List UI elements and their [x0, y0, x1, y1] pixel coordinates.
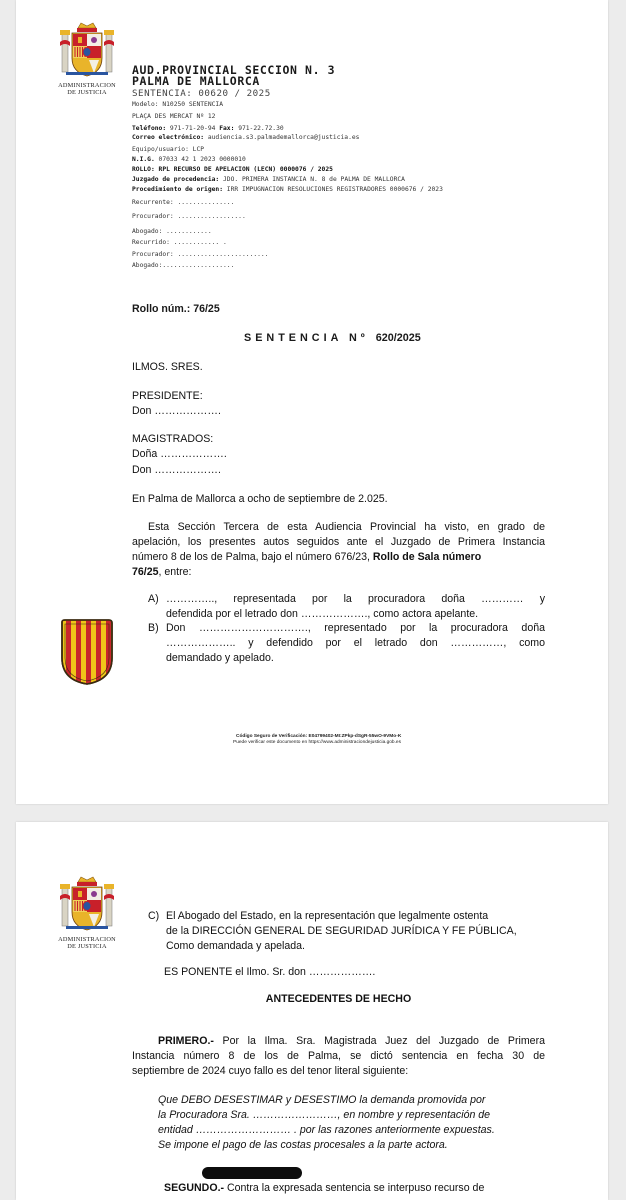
presidente-name: Don ………………. [132, 405, 221, 417]
intro-line-4 [132, 565, 192, 580]
nig-value: 07033 42 1 2023 0000010 [158, 156, 246, 163]
intro-line-4-bold: 76/25 [132, 566, 159, 578]
equipo-line: Equipo/usuario: LCP [132, 146, 205, 153]
magistrados-label: MAGISTRADOS: [132, 433, 214, 445]
party-b-line-3: demandado y apelado. [166, 652, 274, 664]
party-a-line-1: ………….., representada por la procuradora doña ………… y [166, 593, 545, 605]
ilmos-heading: ILMOS. SRES. [132, 361, 203, 373]
primero-line-1 [158, 1034, 545, 1049]
intro-line-3-text: número 8 de los de Palma, bajo el número 676/23, [132, 551, 370, 563]
csv-label: Código Seguro de Verificación: [236, 734, 308, 739]
magistrado-1: Doña ………………. [132, 448, 227, 460]
procedimiento-value: IRR IMPUGNACION RESOLUCIONES REGISTRADORES 0000676 / 2023 [226, 186, 443, 193]
balearic-shield [58, 618, 116, 691]
party-b-letter: B) [148, 622, 159, 634]
party-c-letter: C) [148, 910, 160, 922]
ponente-label: ES PONENTE [164, 966, 233, 978]
fallo-que: Que [158, 1094, 179, 1106]
court-name-line2: PALMA DE MALLORCA [132, 74, 260, 88]
party-c-line-3: Como demandada y apelada. [166, 940, 305, 952]
magistrado-2: Don ………………. [132, 464, 221, 476]
abogado2-line: Abogado:................... [132, 262, 235, 269]
logo-caption-line2: DE JUSTICIA [67, 89, 107, 96]
segundo-label: SEGUNDO.- [164, 1182, 225, 1194]
email-value: audiencia.s3.palmademallorca@justicia.es [207, 134, 360, 141]
procurador2-line: Procurador: ........................ [132, 251, 269, 258]
procurador1-line: Procurador: .................. [132, 213, 246, 220]
primero-line-3: septiembre de 2024 cuyo fallo es del tenor literal siguiente: [132, 1065, 409, 1077]
document-page-1 [16, 0, 608, 804]
logo-caption-line1: ADMINISTRACION [58, 936, 116, 943]
redaction-bar [202, 1167, 302, 1179]
balearic-coat-of-arms-icon [58, 618, 116, 686]
fax-value: 971-22.72.30 [238, 125, 284, 132]
coat-of-arms-logo [56, 20, 118, 96]
email-label: Correo electrónico: [132, 134, 205, 141]
primero-text-1: Por la Ilma. Sra. Magistrada Juez del Juzgado de Primera [222, 1035, 545, 1047]
antecedentes-heading: ANTECEDENTES DE HECHO [265, 993, 412, 1005]
phone-value: 971-71-20-94 [169, 125, 216, 132]
party-a-line-2: defendida por el letrado don ………………., como actora apelante. [166, 608, 479, 620]
nig-label: N.I.G. [132, 156, 155, 163]
juzgado-label: Juzgado de procedencia: [132, 176, 220, 183]
fallo-demanda: la demanda promovida por [359, 1094, 486, 1106]
rollo-value: RPL RECURSO DE APELACION (LECN) 0000076 / 2025 [158, 166, 333, 173]
procedimiento-label: Procedimiento de origen: [132, 186, 223, 193]
spain-coat-of-arms-icon [56, 20, 118, 82]
rollo-label: ROLLO: [132, 166, 155, 173]
fallo-debo: DEBO DESESTIMAR y DESESTIMO [180, 1094, 357, 1106]
address-line: PLAÇA DES MERCAT Nº 12 [132, 113, 216, 120]
nig-line [132, 156, 246, 165]
fallo-line-2: la Procuradora Sra. ……………………, en nombre y representación de [158, 1109, 491, 1121]
court-name-line1: AUD.PROVINCIAL SECCION N. 3 [132, 63, 336, 77]
phone-fax-line [132, 125, 284, 134]
presidente-label: PRESIDENTE: [132, 390, 203, 402]
primero-line-2: Instancia número 8 de los de Palma, se dictó sentencia en fecha 30 de [132, 1050, 545, 1062]
procedimiento-line [132, 186, 443, 195]
spain-coat-of-arms-icon [56, 874, 118, 936]
ponente-line [164, 965, 375, 980]
phone-label: Teléfono: [132, 125, 167, 132]
fax-label: Fax: [219, 125, 235, 132]
primero-label: PRIMERO.- [158, 1035, 214, 1047]
document-page-2 [16, 822, 608, 1200]
party-c-line-1: El Abogado del Estado, en la representación que legalmente ostenta [166, 910, 489, 922]
sentencia-title [244, 332, 421, 344]
intro-line-3 [132, 550, 545, 565]
logo-caption-line1: ADMINISTRACION [58, 82, 116, 89]
intro-line-2: apelación, los presentes autos seguidos ante el Juzgado de Primera Instancia [132, 536, 545, 548]
coat-of-arms-logo-page2 [56, 874, 118, 950]
fallo-line-3: entidad ……………………… . por las razones anteriormente expuestas. [158, 1124, 495, 1136]
intro-line-1: Esta Sección Tercera de esta Audiencia Provincial ha visto, en grado de [148, 521, 545, 533]
segundo-text-1: Contra la expresada sentencia se interpuso recurso de [227, 1182, 485, 1194]
party-b-line-2: ……………….. y defendido por el letrado don ……………, como [166, 637, 545, 649]
juzgado-line [132, 176, 405, 185]
sentencia-word: SENTENCIA Nº [244, 332, 369, 344]
rollo-number: Rollo núm.: 76/25 [132, 303, 220, 315]
juzgado-value: JDO. PRIMERA INSTANCIA N. 8 de PALMA DE MALLORCA [223, 176, 405, 183]
sentencia-reference: SENTENCIA: 00620 / 2025 [132, 88, 271, 99]
party-c-line-2: de la DIRECCIÓN GENERAL DE SEGURIDAD JURÍDICA Y FE PÚBLICA, [166, 925, 517, 937]
party-a-letter: A) [148, 593, 159, 605]
date-line: En Palma de Mallorca a ocho de septiembre de 2.025. [132, 493, 388, 505]
fallo-line-4: Se impone el pago de las costas procesales a la parte actora. [158, 1139, 448, 1151]
fallo-line-1 [158, 1093, 485, 1108]
recurrente-line: Recurrente: ............... [132, 199, 235, 206]
csv-verify-note: Puede verificar este documento en https://www.administraciondejusticia.gob.es [233, 740, 401, 745]
csv-code: E04799402-MI:ZPkp-dSgR-55wO-9VMo-K [308, 734, 402, 739]
abogado1-line: Abogado: ............ [132, 228, 212, 235]
ponente-name: el Ilmo. Sr. don ………………. [235, 966, 376, 978]
intro-line-3-bold: Rollo de Sala número [372, 551, 482, 563]
segundo-line-1 [164, 1181, 484, 1196]
modelo-line: Modelo: N10250 SENTENCIA [132, 101, 223, 108]
intro-line-4-text: , entre: [158, 566, 192, 578]
rollo-line [132, 166, 333, 175]
recurrido-line: Recurrido: ............ . [132, 239, 227, 246]
email-line [132, 134, 359, 143]
party-b-line-1: Don …………………………., representado por la procuradora doña [166, 622, 545, 634]
logo-caption-line2: DE JUSTICIA [67, 943, 107, 950]
sentencia-number: 620/2025 [375, 332, 421, 344]
